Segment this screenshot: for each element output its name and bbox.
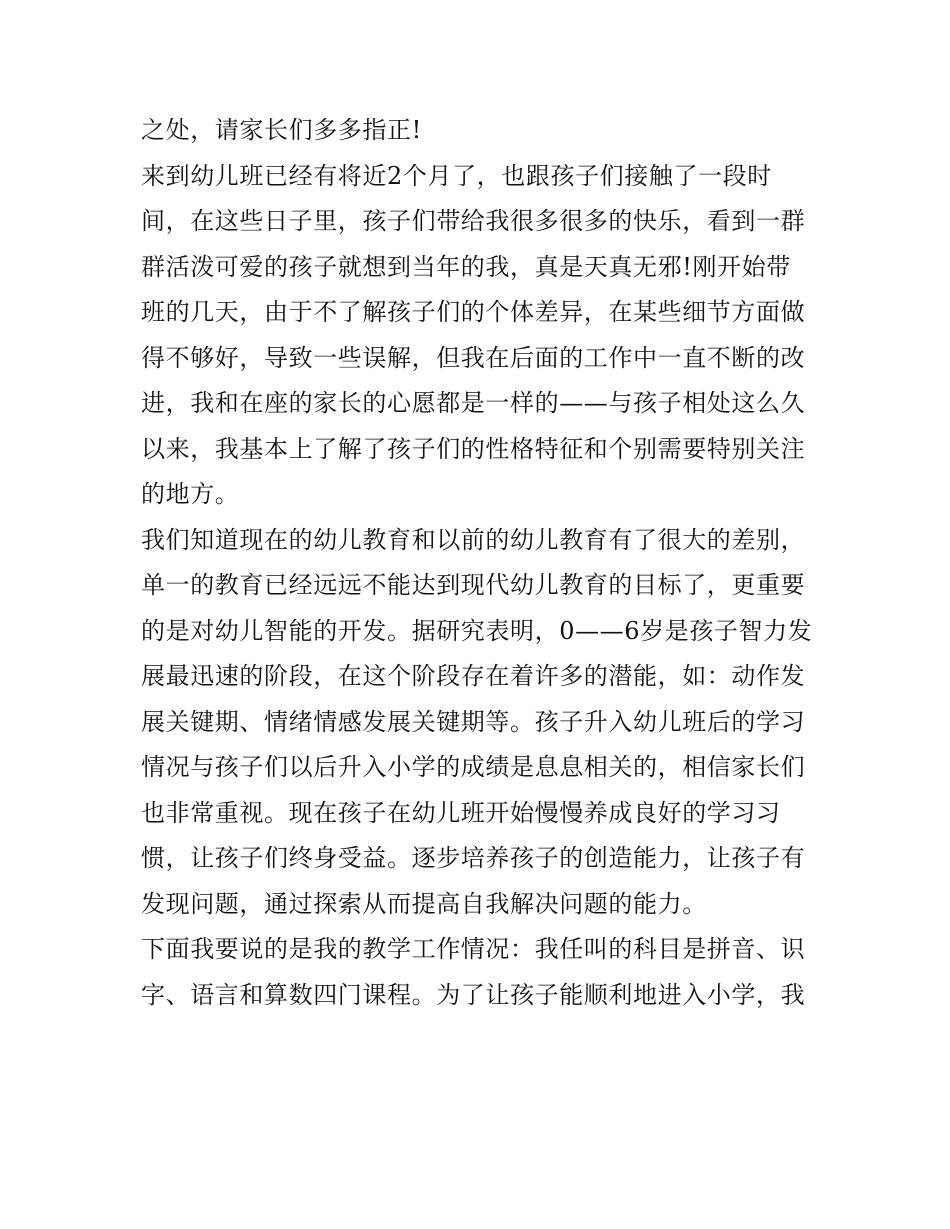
paragraph-2: 来到幼儿班已经有将近2个月了，也跟孩子们接触了一段时间，在这些日子里，孩子们带给我很多很多的快乐，看到一群群活泼可爱的孩子就想到当年的我，真是天真无邪!刚开始带班的几天，由于不了解孩子们的个体差异，在某些细节方面做得不够好，导致一些误解，但我在后面的工作中一直不断的改进，我和在座的家长的心愿都是一样的——与孩子相处这么久以来，我基本上了解了孩子们的性格特征和个别需要特别关注的地方。 [141,161,806,508]
paragraph-3: 我们知道现在的幼儿教育和以前的幼儿教育有了很大的差别，单一的教育已经远远不能达到现代幼儿教育的目标了，更重要的是对幼儿智能的开发。据研究表明，0——6岁是孩子智力发展最迅速的阶段，在这个阶段存在着许多的潜能，如：动作发展关键期、情绪情感发展关键期等。孩子升入幼儿班后的学习情况与孩子们以后升入小学的成绩是息息相关的，相信家长们也非常重视。现在孩子在幼儿班开始慢慢养成良好的学习习惯，让孩子们终身受益。逐步培养孩子的创造能力，让孩子有发现问题，通过探索从而提高自我解决问题的能力。 [141,525,813,918]
document-body [141,108,813,1018]
paragraph-4: 下面我要说的是我的教学工作情况：我任叫的科目是拼音、识字、语言和算数四门课程。为了让孩子能顺利地进入小学，我 [141,935,806,1009]
paragraph-1: 之处，请家长们多多指正! [141,116,422,144]
